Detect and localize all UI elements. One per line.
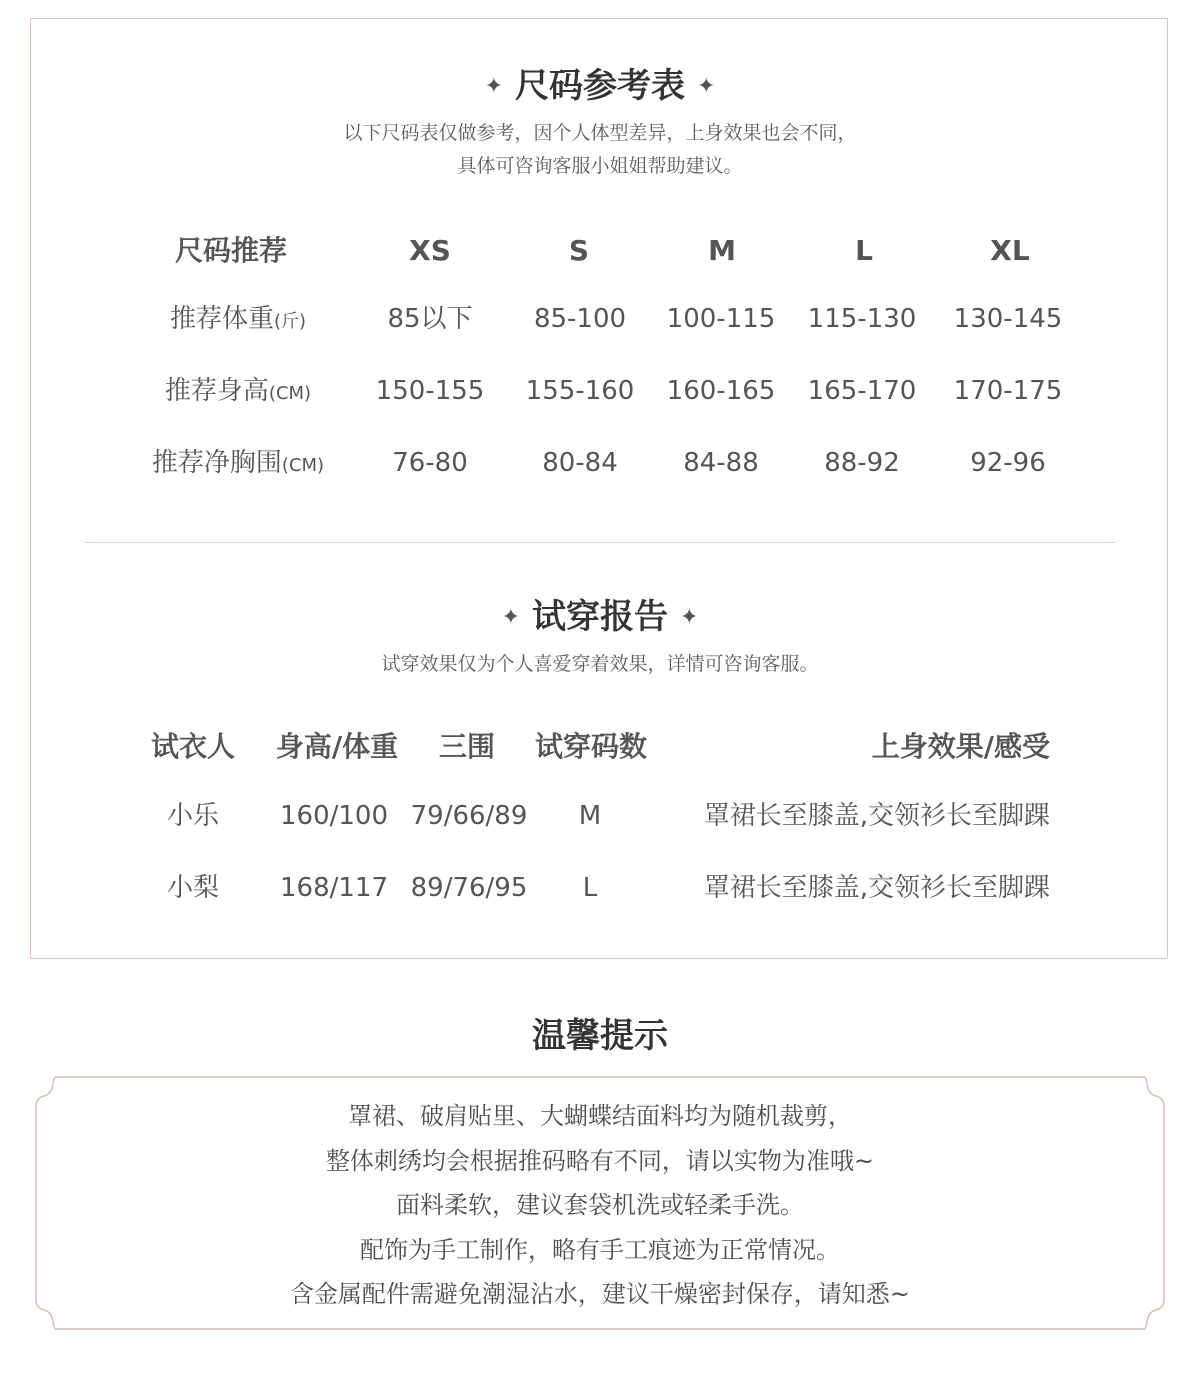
row-unit: (CM) bbox=[268, 383, 312, 404]
weight-l: 115-130 bbox=[807, 304, 917, 334]
report-header-effect: 上身效果/感受 bbox=[871, 730, 1050, 763]
tip-line: 罩裙、破肩贴里、大蝴蝶结面料均为随机裁剪， bbox=[348, 1102, 852, 1130]
size-header-xs: XS bbox=[409, 234, 451, 267]
row-label-weight bbox=[170, 303, 306, 338]
report-row2-size: L bbox=[582, 873, 598, 903]
report-row2-measure: 89/76/95 bbox=[410, 873, 528, 903]
height-xs: 150-155 bbox=[375, 376, 485, 406]
bust-xl: 92-96 bbox=[970, 448, 1046, 478]
weight-s: 85-100 bbox=[533, 304, 627, 334]
intro-line: 以下尺码表仅做参考，因个人体型差异，上身效果也会不同， bbox=[343, 122, 857, 144]
bust-xs: 76-80 bbox=[392, 448, 468, 478]
size-header-label: 尺码推荐 bbox=[174, 234, 288, 267]
row-unit: (CM) bbox=[281, 455, 325, 476]
sparkle-icon: ✦ bbox=[484, 74, 503, 99]
report-header-person: 试衣人 bbox=[150, 730, 236, 763]
sparkle-icon: ✦ bbox=[680, 605, 699, 630]
size-chart-title bbox=[0, 66, 1200, 107]
tip-line: 配饰为手工制作，略有手工痕迹为正常情况。 bbox=[360, 1235, 840, 1264]
report-row1-measure: 79/66/89 bbox=[410, 801, 528, 831]
tips-title: 温馨提示 bbox=[532, 1016, 668, 1056]
height-xl: 170-175 bbox=[953, 376, 1063, 406]
row-label-bust bbox=[152, 447, 324, 482]
report-header-height-weight: 身高/体重 bbox=[275, 730, 399, 763]
tip-line: 面料柔软，建议套袋机洗或轻柔手洗。 bbox=[396, 1191, 804, 1219]
size-header-l: L bbox=[855, 234, 873, 267]
report-row1-effect: 罩裙长至膝盖,交领衫长至脚踝 bbox=[703, 801, 1050, 831]
height-m: 160-165 bbox=[666, 376, 776, 406]
fitting-report-title-text: 试穿报告 bbox=[532, 597, 668, 637]
weight-xl: 130-145 bbox=[953, 304, 1063, 334]
size-chart-title-text: 尺码参考表 bbox=[515, 66, 685, 106]
row-label-height bbox=[165, 375, 311, 410]
fitting-report-title bbox=[0, 597, 1200, 638]
report-row2-hw: 168/117 bbox=[279, 873, 389, 903]
row-label-text: 推荐身高 bbox=[164, 376, 269, 406]
sparkle-icon: ✦ bbox=[501, 605, 520, 630]
weight-m: 100-115 bbox=[666, 304, 776, 334]
report-row2-person: 小梨 bbox=[166, 873, 220, 903]
intro-line: 具体可咨询客服小姐姐帮助建议。 bbox=[457, 155, 743, 177]
tip-line: 整体刺绣均会根据推码略有不同，请以实物为准哦~ bbox=[325, 1146, 875, 1175]
section-divider bbox=[84, 542, 1116, 543]
size-header-m: M bbox=[708, 234, 736, 267]
sparkle-icon: ✦ bbox=[697, 74, 716, 99]
size-header-xl: XL bbox=[990, 234, 1030, 267]
row-label-text: 推荐净胸围 bbox=[151, 448, 282, 478]
height-s: 155-160 bbox=[525, 376, 635, 406]
row-label-text: 推荐体重 bbox=[169, 304, 274, 334]
row-unit: (斤) bbox=[273, 311, 307, 332]
size-chart-intro bbox=[0, 117, 1200, 183]
tip-line: 含金属配件需避免潮湿沾水，建议干燥密封保存，请知悉~ bbox=[289, 1280, 911, 1308]
report-row1-hw: 160/100 bbox=[279, 801, 389, 831]
report-header-measurements: 三围 bbox=[438, 730, 496, 763]
tips-list bbox=[0, 1094, 1200, 1317]
bust-l: 88-92 bbox=[824, 448, 900, 478]
fitting-report-intro: 试穿效果仅为个人喜爱穿着效果，详情可咨询客服。 bbox=[381, 653, 819, 675]
report-row2-effect: 罩裙长至膝盖,交领衫长至脚踝 bbox=[703, 873, 1050, 903]
bust-s: 80-84 bbox=[542, 448, 618, 478]
report-header-size: 试穿码数 bbox=[534, 730, 648, 763]
bust-m: 84-88 bbox=[683, 448, 759, 478]
weight-xs: 85以下 bbox=[387, 304, 473, 334]
report-row1-person: 小乐 bbox=[166, 801, 220, 831]
size-header-s: S bbox=[568, 234, 590, 267]
report-row1-size: M bbox=[578, 801, 602, 831]
height-l: 165-170 bbox=[807, 376, 917, 406]
